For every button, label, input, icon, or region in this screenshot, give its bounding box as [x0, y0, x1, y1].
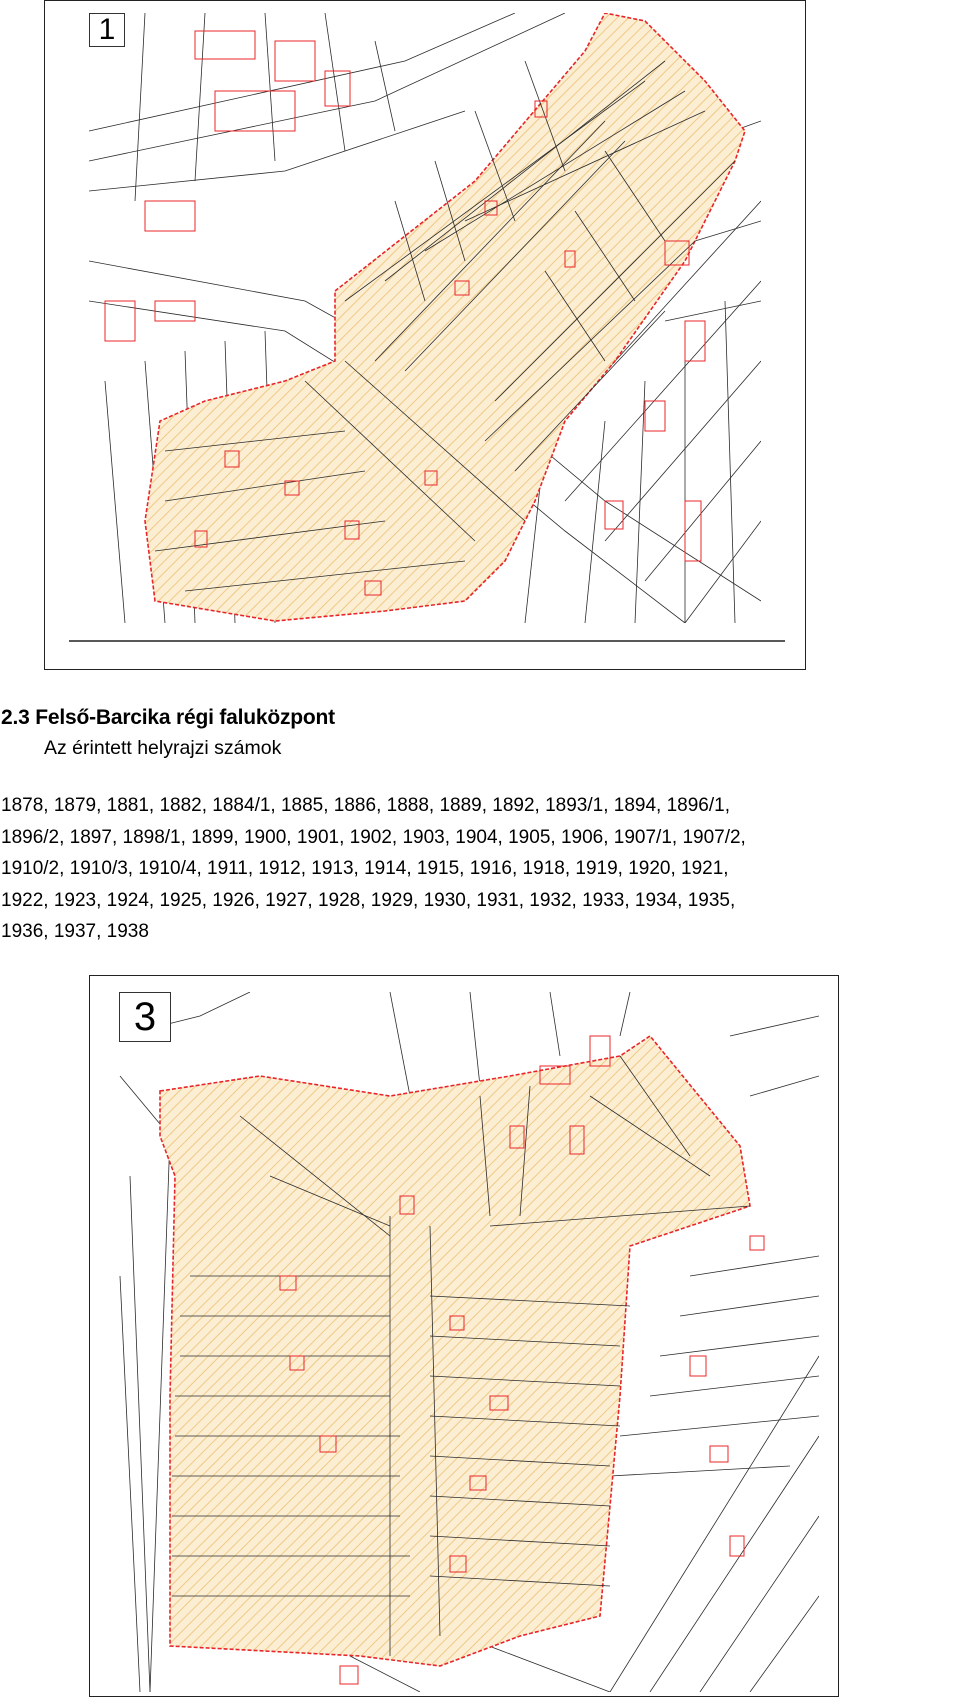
map-3-number: 3: [119, 992, 171, 1042]
parcel-line: 1896/2, 1897, 1898/1, 1899, 1900, 1901, 1902, 1903, 1904, 1905, 1906, 1907/1, 1907/2,: [1, 826, 746, 848]
parcel-line: 1922, 1923, 1924, 1925, 1926, 1927, 1928, 1929, 1930, 1931, 1932, 1933, 1934, 1935,: [1, 889, 736, 911]
parcel-line: 1936, 1937, 1938: [1, 921, 149, 942]
parcel-line: 1878, 1879, 1881, 1882, 1884/1, 1885, 1886, 1888, 1889, 1892, 1893/1, 1894, 1896/1,: [1, 795, 730, 816]
section-title: 2.3 Felső-Barcika régi faluközpont: [1, 706, 335, 729]
map-1-number: 1: [89, 13, 125, 47]
cadastral-map-3: [89, 975, 839, 1697]
parcel-line: 1910/2, 1910/3, 1910/4, 1911, 1912, 1913, 1914, 1915, 1916, 1918, 1919, 1920, 1921,: [1, 858, 729, 879]
parcel-number-list: [1, 790, 959, 948]
map-1-drawing: [45, 1, 807, 671]
map-3-drawing: [90, 976, 840, 1698]
cadastral-map-1: [44, 0, 806, 670]
section-subtitle: Az érintett helyrajzi számok: [44, 737, 282, 759]
